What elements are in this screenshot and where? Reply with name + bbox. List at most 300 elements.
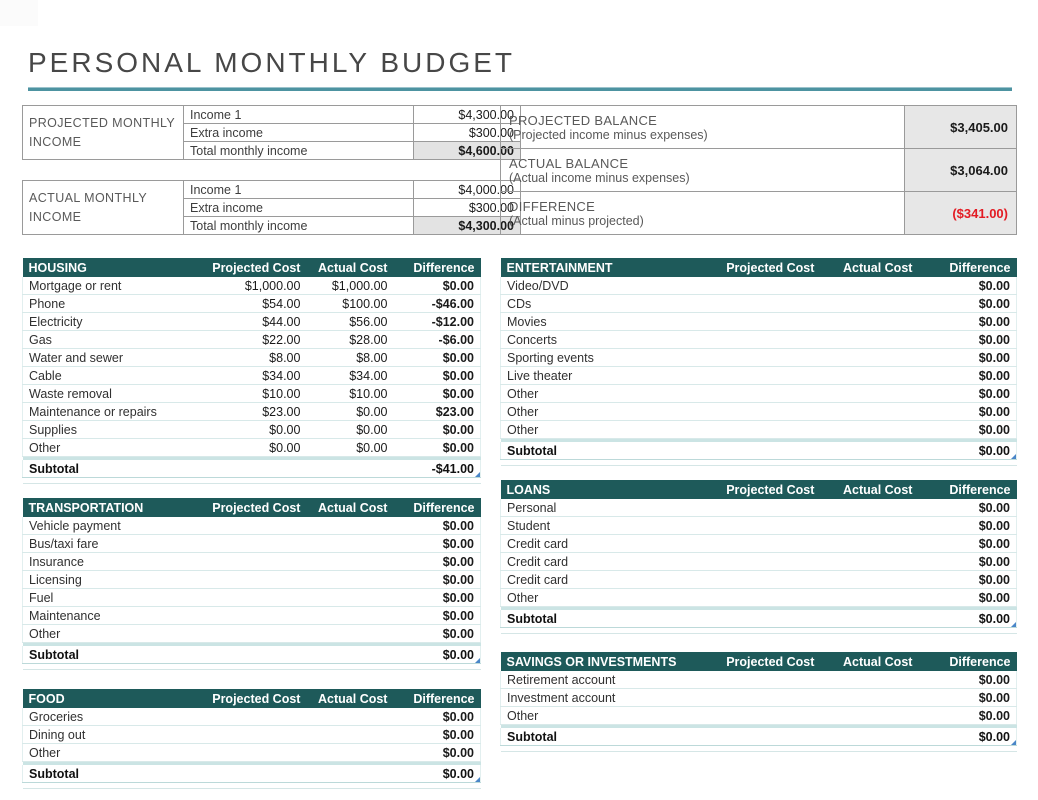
projected-income-table xyxy=(22,105,521,160)
amount-cell[interactable]: $23.00 xyxy=(187,403,306,421)
amount-cell[interactable]: $0.00 xyxy=(306,403,393,421)
amount-cell[interactable]: $0.00 xyxy=(918,367,1016,385)
column-header[interactable]: Difference xyxy=(393,689,480,708)
amount-cell[interactable] xyxy=(686,367,820,385)
subtotal-amount-cell[interactable] xyxy=(187,460,306,478)
amount-cell[interactable] xyxy=(306,625,393,643)
subtotal-amount-cell[interactable] xyxy=(306,646,393,664)
amount-cell[interactable]: $10.00 xyxy=(187,385,306,403)
amount-cell[interactable] xyxy=(187,535,306,553)
amount-cell[interactable]: $0.00 xyxy=(918,553,1016,571)
item-label-cell[interactable]: Other xyxy=(501,421,687,439)
subtotal-label-cell[interactable]: Subtotal xyxy=(501,728,687,746)
table-row xyxy=(501,689,1017,707)
table-header-row xyxy=(501,258,1017,277)
amount-cell[interactable] xyxy=(820,517,918,535)
amount-cell[interactable] xyxy=(820,689,918,707)
subtotal-row xyxy=(501,442,1017,460)
amount-cell[interactable] xyxy=(686,553,820,571)
amount-cell[interactable] xyxy=(306,535,393,553)
amount-cell[interactable] xyxy=(686,421,820,439)
subtotal-row xyxy=(23,646,481,664)
column-header[interactable]: Actual Cost xyxy=(820,480,918,499)
column-header[interactable]: Projected Cost xyxy=(187,689,306,708)
actual-balance-value-cell[interactable]: $3,064.00 xyxy=(905,149,1017,192)
amount-cell[interactable] xyxy=(820,403,918,421)
amount-cell[interactable] xyxy=(187,571,306,589)
subtotal-amount-cell[interactable] xyxy=(686,610,820,628)
amount-cell[interactable] xyxy=(820,331,918,349)
column-header[interactable]: Projected Cost xyxy=(686,258,820,277)
column-header[interactable]: Actual Cost xyxy=(820,258,918,277)
amount-cell[interactable] xyxy=(306,744,393,762)
table-header-row xyxy=(23,498,481,517)
table-footer-spacer xyxy=(23,664,481,670)
item-label-cell[interactable]: Investment account xyxy=(501,689,687,707)
subtotal-row xyxy=(501,728,1017,746)
column-header[interactable]: Actual Cost xyxy=(306,258,393,277)
amount-cell[interactable]: $0.00 xyxy=(918,295,1016,313)
table-row xyxy=(501,331,1017,349)
amount-cell[interactable]: $0.00 xyxy=(918,517,1016,535)
amount-cell[interactable]: $0.00 xyxy=(393,708,480,726)
left-tables-column xyxy=(22,258,481,789)
income-item-cell[interactable]: Extra income xyxy=(184,124,414,142)
category-name-header[interactable]: HOUSING xyxy=(23,258,188,277)
amount-cell[interactable]: $8.00 xyxy=(187,349,306,367)
amount-cell[interactable] xyxy=(686,571,820,589)
item-label-cell[interactable]: Other xyxy=(23,744,188,762)
table-row xyxy=(23,295,481,313)
amount-cell[interactable] xyxy=(686,403,820,421)
amount-cell[interactable] xyxy=(686,707,820,725)
amount-cell[interactable] xyxy=(187,625,306,643)
table-footer-spacer xyxy=(501,460,1017,466)
amount-cell[interactable]: $0.00 xyxy=(393,367,480,385)
difference-value-cell[interactable]: ($341.00) xyxy=(905,192,1017,235)
table-footer-spacer xyxy=(23,478,481,484)
table-row xyxy=(501,349,1017,367)
amount-cell[interactable]: $0.00 xyxy=(393,349,480,367)
subtotal-row xyxy=(501,610,1017,628)
amount-cell[interactable]: -$46.00 xyxy=(393,295,480,313)
item-label-cell[interactable]: Water and sewer xyxy=(23,349,188,367)
subtotal-label-cell[interactable]: Subtotal xyxy=(23,460,188,478)
amount-cell[interactable] xyxy=(686,385,820,403)
corner-artifact xyxy=(0,0,38,26)
amount-cell[interactable] xyxy=(820,589,918,607)
amount-cell[interactable] xyxy=(187,708,306,726)
amount-cell[interactable]: $56.00 xyxy=(306,313,393,331)
column-header[interactable]: Actual Cost xyxy=(306,498,393,517)
subtotal-amount-cell[interactable] xyxy=(187,765,306,783)
table-row xyxy=(23,625,481,643)
amount-cell[interactable] xyxy=(187,607,306,625)
amount-cell[interactable] xyxy=(820,421,918,439)
income-item-cell[interactable]: Income 1 xyxy=(184,181,414,199)
income-value-cell[interactable]: $300.00 xyxy=(414,124,521,142)
subtotal-amount-cell[interactable] xyxy=(686,442,820,460)
amount-cell[interactable]: $10.00 xyxy=(306,385,393,403)
column-header[interactable]: Difference xyxy=(918,480,1016,499)
amount-cell[interactable] xyxy=(686,689,820,707)
amount-cell[interactable] xyxy=(187,589,306,607)
housing-table xyxy=(22,258,481,484)
income-item-cell[interactable]: Extra income xyxy=(184,199,414,217)
amount-cell[interactable]: $0.00 xyxy=(187,439,306,457)
amount-cell[interactable] xyxy=(686,589,820,607)
income-value-cell[interactable]: $4,300.00 xyxy=(414,106,521,124)
amount-cell[interactable]: $54.00 xyxy=(187,295,306,313)
amount-cell[interactable] xyxy=(820,553,918,571)
subtotal-amount-cell[interactable] xyxy=(306,765,393,783)
table-row xyxy=(23,439,481,457)
column-header[interactable]: Difference xyxy=(393,498,480,517)
category-name-header[interactable]: TRANSPORTATION xyxy=(23,498,188,517)
summary-subtitle: (Projected income minus expenses) xyxy=(509,127,708,142)
loans-table xyxy=(500,480,1017,634)
item-label-cell[interactable]: Cable xyxy=(23,367,188,385)
amount-cell[interactable]: $0.00 xyxy=(393,571,480,589)
amount-cell[interactable] xyxy=(820,313,918,331)
amount-cell[interactable]: $44.00 xyxy=(187,313,306,331)
amount-cell[interactable] xyxy=(306,726,393,744)
amount-cell[interactable] xyxy=(306,589,393,607)
subtotal-row xyxy=(23,460,481,478)
amount-cell[interactable] xyxy=(686,535,820,553)
table-row xyxy=(23,708,481,726)
amount-cell[interactable] xyxy=(686,313,820,331)
table-row xyxy=(501,499,1017,517)
table-row xyxy=(501,707,1017,725)
amount-cell[interactable] xyxy=(686,499,820,517)
item-label-cell[interactable]: Concerts xyxy=(501,331,687,349)
projected-balance-label-cell[interactable] xyxy=(501,106,905,149)
item-label-cell[interactable]: Insurance xyxy=(23,553,188,571)
item-label-cell[interactable]: Electricity xyxy=(23,313,188,331)
table-row xyxy=(23,277,481,295)
amount-cell[interactable]: $0.00 xyxy=(393,421,480,439)
amount-cell[interactable]: $8.00 xyxy=(306,349,393,367)
food-table xyxy=(22,689,481,789)
amount-cell[interactable]: $0.00 xyxy=(393,517,480,535)
amount-cell[interactable]: $23.00 xyxy=(393,403,480,421)
item-label-cell[interactable]: Personal xyxy=(501,499,687,517)
amount-cell[interactable]: $0.00 xyxy=(918,313,1016,331)
amount-cell[interactable] xyxy=(820,671,918,689)
category-name-header[interactable]: SAVINGS OR INVESTMENTS xyxy=(501,652,687,671)
summary-title: PROJECTED BALANCE xyxy=(509,112,658,128)
item-label-cell[interactable]: Live theater xyxy=(501,367,687,385)
item-label-cell[interactable]: Groceries xyxy=(23,708,188,726)
amount-cell[interactable]: $0.00 xyxy=(393,589,480,607)
subtotal-amount-cell[interactable]: -$41.00 xyxy=(393,460,480,478)
item-label-cell[interactable]: Other xyxy=(23,439,188,457)
amount-cell[interactable] xyxy=(686,295,820,313)
amount-cell[interactable] xyxy=(820,367,918,385)
income-summary-section xyxy=(22,105,1017,235)
item-label-cell[interactable]: Maintenance xyxy=(23,607,188,625)
amount-cell[interactable]: $34.00 xyxy=(306,367,393,385)
column-header[interactable]: Projected Cost xyxy=(187,498,306,517)
summary-subtitle: (Actual minus projected) xyxy=(509,213,644,228)
summary-subtitle: (Actual income minus expenses) xyxy=(509,170,690,185)
income-tables-column xyxy=(22,105,514,235)
item-label-cell[interactable]: Maintenance or repairs xyxy=(23,403,188,421)
amount-cell[interactable]: $0.00 xyxy=(187,421,306,439)
column-header[interactable]: Difference xyxy=(393,258,480,277)
amount-cell[interactable]: $1,000.00 xyxy=(187,277,306,295)
savings-table xyxy=(500,652,1017,752)
amount-cell[interactable] xyxy=(686,349,820,367)
amount-cell[interactable] xyxy=(306,517,393,535)
item-label-cell[interactable]: Other xyxy=(501,707,687,725)
title-divider-line xyxy=(28,87,1012,91)
subtotal-amount-cell[interactable] xyxy=(820,610,918,628)
amount-cell[interactable] xyxy=(686,331,820,349)
right-tables-column xyxy=(500,258,1017,752)
table-row xyxy=(501,403,1017,421)
amount-cell[interactable]: $0.00 xyxy=(918,421,1016,439)
table-row xyxy=(23,385,481,403)
item-label-cell[interactable]: Retirement account xyxy=(501,671,687,689)
column-header[interactable]: Projected Cost xyxy=(686,480,820,499)
amount-cell[interactable] xyxy=(306,607,393,625)
item-label-cell[interactable]: Dining out xyxy=(23,726,188,744)
table-row xyxy=(23,331,481,349)
table-row xyxy=(501,367,1017,385)
amount-cell[interactable]: $1,000.00 xyxy=(306,277,393,295)
table-row xyxy=(501,295,1017,313)
table-row xyxy=(23,367,481,385)
subtotal-amount-cell[interactable]: $0.00 xyxy=(393,765,480,783)
amount-cell[interactable]: $0.00 xyxy=(918,689,1016,707)
amount-cell[interactable] xyxy=(187,726,306,744)
amount-cell[interactable]: $0.00 xyxy=(393,744,480,762)
amount-cell[interactable] xyxy=(306,708,393,726)
table-footer-spacer xyxy=(501,628,1017,634)
amount-cell[interactable] xyxy=(820,277,918,295)
summary-title: ACTUAL BALANCE xyxy=(509,155,629,171)
subtotal-label-cell[interactable]: Subtotal xyxy=(501,442,687,460)
table-row xyxy=(23,535,481,553)
amount-cell[interactable]: $100.00 xyxy=(306,295,393,313)
item-label-cell[interactable]: Other xyxy=(501,403,687,421)
item-label-cell[interactable]: Supplies xyxy=(23,421,188,439)
table-row xyxy=(23,726,481,744)
income-item-cell[interactable]: Total monthly income xyxy=(184,217,414,235)
table-header-row xyxy=(501,480,1017,499)
balance-summary-table xyxy=(500,105,1017,235)
table-header-row xyxy=(23,258,481,277)
amount-cell[interactable]: $0.00 xyxy=(918,535,1016,553)
item-label-cell[interactable]: CDs xyxy=(501,295,687,313)
item-label-cell[interactable]: Other xyxy=(501,385,687,403)
amount-cell[interactable] xyxy=(820,499,918,517)
table-row xyxy=(501,589,1017,607)
amount-cell[interactable]: $0.00 xyxy=(918,331,1016,349)
amount-cell[interactable]: $0.00 xyxy=(918,707,1016,725)
amount-cell[interactable]: $0.00 xyxy=(918,671,1016,689)
income-row xyxy=(23,181,521,199)
subtotal-amount-cell[interactable]: $0.00 xyxy=(918,442,1016,460)
amount-cell[interactable] xyxy=(686,277,820,295)
amount-cell[interactable]: $34.00 xyxy=(187,367,306,385)
subtotal-amount-cell[interactable] xyxy=(820,442,918,460)
amount-cell[interactable]: $0.00 xyxy=(393,625,480,643)
item-label-cell[interactable]: Other xyxy=(23,625,188,643)
amount-cell[interactable] xyxy=(820,349,918,367)
amount-cell[interactable] xyxy=(187,744,306,762)
income-item-cell[interactable]: Total monthly income xyxy=(184,142,414,160)
amount-cell[interactable]: $0.00 xyxy=(306,421,393,439)
amount-cell[interactable] xyxy=(187,517,306,535)
summary-title: DIFFERENCE xyxy=(509,198,596,214)
column-header[interactable]: Projected Cost xyxy=(187,258,306,277)
item-label-cell[interactable]: Sporting events xyxy=(501,349,687,367)
subtotal-amount-cell[interactable] xyxy=(820,728,918,746)
column-header[interactable]: Difference xyxy=(918,258,1016,277)
column-header[interactable]: Actual Cost xyxy=(306,689,393,708)
subtotal-label-cell[interactable]: Subtotal xyxy=(23,765,188,783)
subtotal-amount-cell[interactable] xyxy=(686,728,820,746)
column-header[interactable]: Actual Cost xyxy=(820,652,918,671)
difference-label-cell[interactable] xyxy=(501,192,905,235)
subtotal-label-cell[interactable]: Subtotal xyxy=(23,646,188,664)
amount-cell[interactable]: $0.00 xyxy=(393,385,480,403)
table-footer-spacer xyxy=(501,746,1017,752)
table-row xyxy=(23,517,481,535)
table-row xyxy=(501,553,1017,571)
table-row xyxy=(23,553,481,571)
amount-cell[interactable] xyxy=(820,571,918,589)
table-row xyxy=(501,385,1017,403)
table-row xyxy=(501,571,1017,589)
amount-cell[interactable]: $0.00 xyxy=(393,726,480,744)
page-title: PERSONAL MONTHLY BUDGET xyxy=(28,47,516,78)
amount-cell[interactable]: $0.00 xyxy=(918,385,1016,403)
amount-cell[interactable] xyxy=(306,571,393,589)
subtotal-label-cell[interactable]: Subtotal xyxy=(501,610,687,628)
amount-cell[interactable] xyxy=(686,517,820,535)
table-row xyxy=(501,535,1017,553)
table-header-row xyxy=(501,652,1017,671)
income-item-cell[interactable]: Income 1 xyxy=(184,106,414,124)
amount-cell[interactable]: $0.00 xyxy=(393,607,480,625)
amount-cell[interactable]: -$6.00 xyxy=(393,331,480,349)
item-label-cell[interactable]: Credit card xyxy=(501,571,687,589)
item-label-cell[interactable]: Bus/taxi fare xyxy=(23,535,188,553)
table-row xyxy=(501,277,1017,295)
income-row xyxy=(23,106,521,124)
amount-cell[interactable]: $0.00 xyxy=(393,439,480,457)
actual-income-label-cell[interactable]: ACTUAL MONTHLY INCOME xyxy=(23,181,184,235)
amount-cell[interactable]: $0.00 xyxy=(918,589,1016,607)
subtotal-amount-cell[interactable]: $0.00 xyxy=(393,646,480,664)
amount-cell[interactable]: $0.00 xyxy=(393,553,480,571)
amount-cell[interactable]: $0.00 xyxy=(306,439,393,457)
entertainment-table xyxy=(500,258,1017,466)
item-label-cell[interactable]: Movies xyxy=(501,313,687,331)
income-total-value-cell[interactable]: $4,300.00 xyxy=(414,217,521,235)
category-name-header[interactable]: FOOD xyxy=(23,689,188,708)
column-header[interactable]: Projected Cost xyxy=(686,652,820,671)
item-label-cell[interactable]: Gas xyxy=(23,331,188,349)
amount-cell[interactable] xyxy=(820,385,918,403)
projected-income-label-cell[interactable]: PROJECTED MONTHLY INCOME xyxy=(23,106,184,160)
amount-cell[interactable]: $0.00 xyxy=(918,349,1016,367)
table-row xyxy=(23,571,481,589)
actual-balance-label-cell[interactable] xyxy=(501,149,905,192)
amount-cell[interactable]: -$12.00 xyxy=(393,313,480,331)
table-row xyxy=(501,517,1017,535)
amount-cell[interactable] xyxy=(820,707,918,725)
item-label-cell[interactable]: Other xyxy=(501,589,687,607)
income-value-cell[interactable]: $4,000.00 xyxy=(414,181,521,199)
transportation-table xyxy=(22,498,481,670)
amount-cell[interactable]: $0.00 xyxy=(918,403,1016,421)
amount-cell[interactable]: $28.00 xyxy=(306,331,393,349)
amount-cell[interactable]: $0.00 xyxy=(918,571,1016,589)
subtotal-row xyxy=(23,765,481,783)
income-value-cell[interactable]: $300.00 xyxy=(414,199,521,217)
subtotal-amount-cell[interactable] xyxy=(306,460,393,478)
amount-cell[interactable] xyxy=(187,553,306,571)
item-label-cell[interactable]: Mortgage or rent xyxy=(23,277,188,295)
table-footer-spacer xyxy=(23,783,481,789)
item-label-cell[interactable]: Student xyxy=(501,517,687,535)
amount-cell[interactable]: $0.00 xyxy=(918,499,1016,517)
amount-cell[interactable]: $22.00 xyxy=(187,331,306,349)
subtotal-amount-cell[interactable]: $0.00 xyxy=(918,728,1016,746)
subtotal-amount-cell[interactable] xyxy=(187,646,306,664)
category-name-header[interactable]: LOANS xyxy=(501,480,687,499)
amount-cell[interactable]: $0.00 xyxy=(393,277,480,295)
table-row xyxy=(23,607,481,625)
table-row xyxy=(23,421,481,439)
item-label-cell[interactable]: Fuel xyxy=(23,589,188,607)
amount-cell[interactable]: $0.00 xyxy=(918,277,1016,295)
summary-row xyxy=(501,192,1017,235)
amount-cell[interactable]: $0.00 xyxy=(393,535,480,553)
item-label-cell[interactable]: Video/DVD xyxy=(501,277,687,295)
amount-cell[interactable] xyxy=(820,295,918,313)
income-total-value-cell[interactable]: $4,600.00 xyxy=(414,142,521,160)
table-row xyxy=(23,313,481,331)
amount-cell[interactable] xyxy=(686,671,820,689)
item-label-cell[interactable]: Waste removal xyxy=(23,385,188,403)
item-label-cell[interactable]: Phone xyxy=(23,295,188,313)
budget-categories-section xyxy=(22,258,1017,789)
table-row xyxy=(501,313,1017,331)
item-label-cell[interactable]: Vehicle payment xyxy=(23,517,188,535)
amount-cell[interactable] xyxy=(306,553,393,571)
category-name-header[interactable]: ENTERTAINMENT xyxy=(501,258,687,277)
amount-cell[interactable] xyxy=(820,535,918,553)
table-row xyxy=(23,589,481,607)
item-label-cell[interactable]: Credit card xyxy=(501,553,687,571)
table-row xyxy=(501,671,1017,689)
table-row xyxy=(23,403,481,421)
column-header[interactable]: Difference xyxy=(918,652,1016,671)
item-label-cell[interactable]: Credit card xyxy=(501,535,687,553)
subtotal-amount-cell[interactable]: $0.00 xyxy=(918,610,1016,628)
item-label-cell[interactable]: Licensing xyxy=(23,571,188,589)
projected-balance-value-cell[interactable]: $3,405.00 xyxy=(905,106,1017,149)
table-row xyxy=(23,744,481,762)
table-header-row xyxy=(23,689,481,708)
actual-income-table xyxy=(22,180,521,235)
